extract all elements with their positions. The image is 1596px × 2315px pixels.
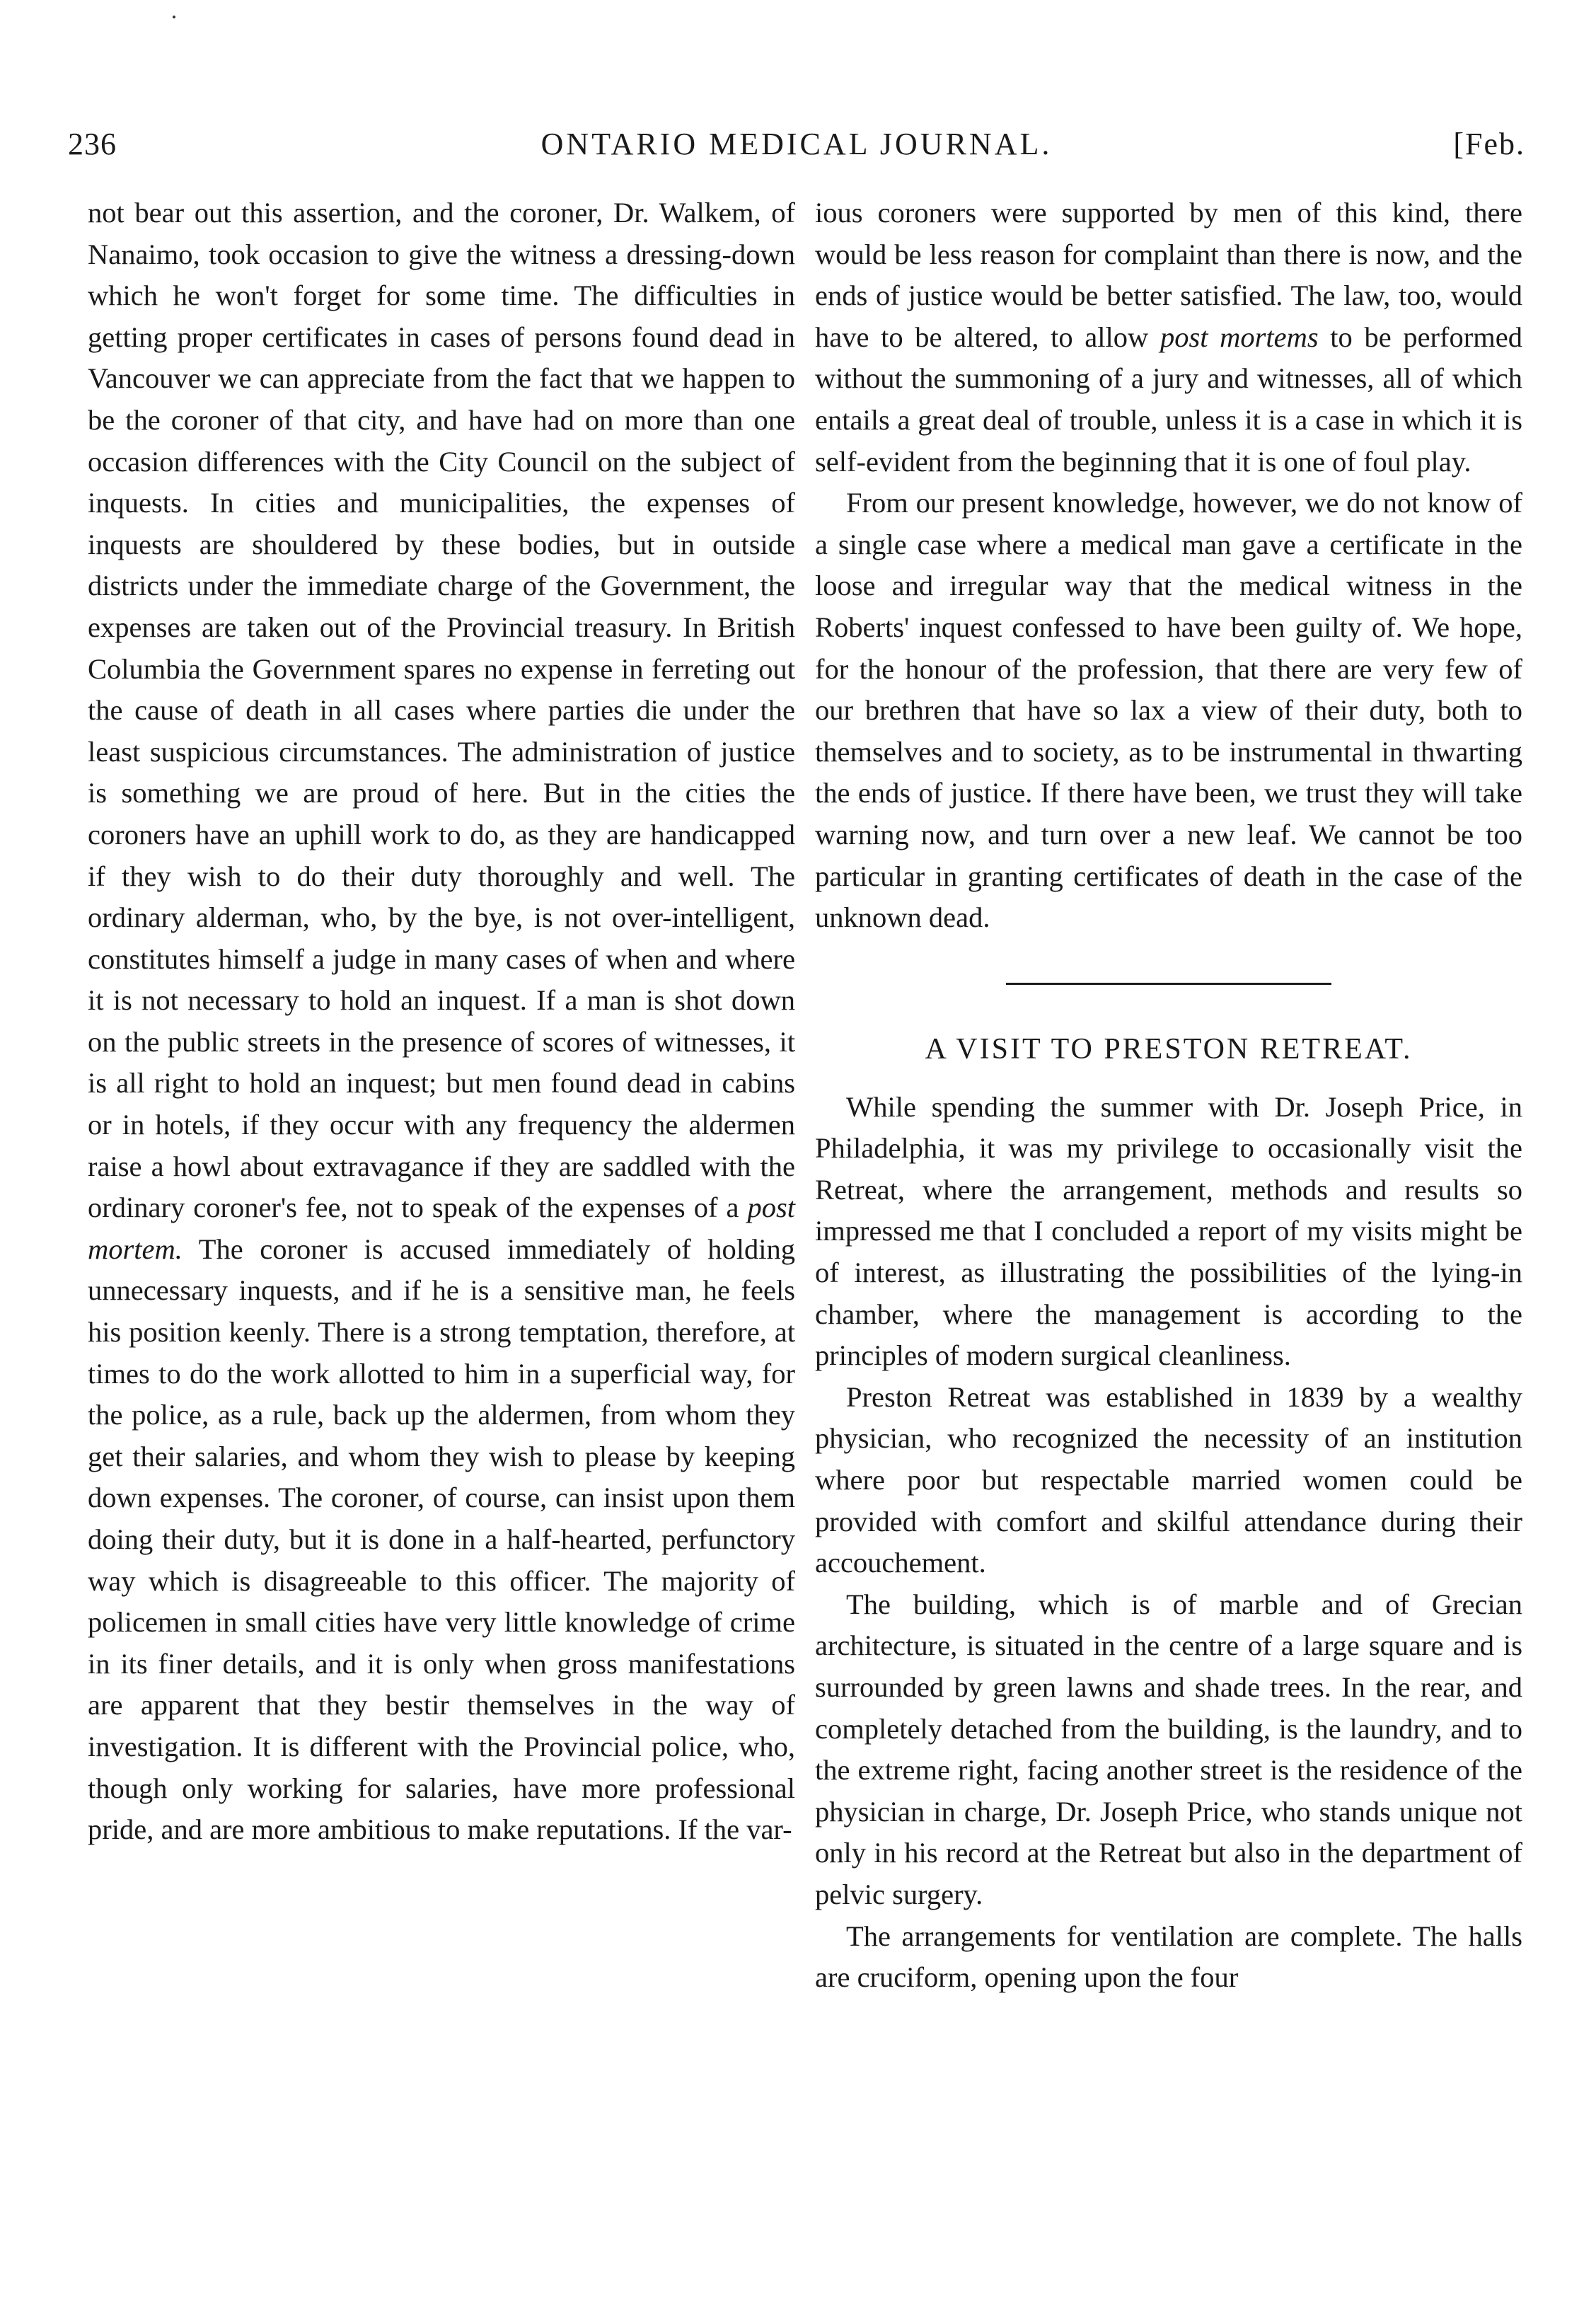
right-column xyxy=(815,192,1522,1999)
article-title: A VISIT TO PRESTON RETREAT. xyxy=(925,1032,1413,1066)
paragraph: The arrangements for ventilation are complete. The halls are cruciform, opening upon the four xyxy=(815,1919,1522,1994)
paragraph-text: ious coroners were supported by men of this kind, there would be less reason for complaint than there is now, and the ends of justice would be better satisfied. The law, too, would have to be altered, to allow xyxy=(815,197,1522,353)
page-header xyxy=(68,126,1525,168)
paragraph: Preston Retreat was established in 1839 by a wealthy physician, who recognized the necessity of an institution where poor but respectable married women could be provided with comfort and skilful attendance during their accouchement. xyxy=(815,1380,1522,1579)
page-number: 236 xyxy=(68,127,117,161)
section-divider xyxy=(1006,983,1331,985)
paragraph: While spending the summer with Dr. Joseph Price, in Philadelphia, it was my privilege to occasionally visit the Retreat, where the arrangement, methods and results so impressed me that I concluded a report of my visits might be of interest, as illustrating the possibilities of the lying-in chamber, where the management is according to the principles of modern surgical cleanliness. xyxy=(815,1090,1522,1372)
paragraph-text: The coroner is accused immediately of holding unnecessary inquests, and if he is a sensitive man, he feels his position keenly. There is a strong temptation, therefore, at times to do the work allotted to him in a superficial way, for the police, as a rule, back up the aldermen, from whom they get their salaries, and whom they wish to please by keeping down expenses. The coroner, of course, can insist upon them doing their duty, but it is done in a half-hearted, perfunctory way which is disagreeable to this officer. The majority of policemen in small cities have very little knowledge of crime in its finer details, and it is only when gross manifestations are apparent that they bestir themselves in the way of investigation. It is different with the Provincial police, who, though only working for salaries, have more professional pride, and are more ambitious to make reputations. If the var- xyxy=(88,1232,795,1846)
paragraph xyxy=(815,192,1522,483)
paragraph: The building, which is of marble and of Grecian architecture, is situated in the centre of a large square and is surrounded by green lawns and shade trees. In the rear, and completely detached from the building, is the laundry, and to the extreme right, facing another street is the residence of the physician in charge, Dr. Joseph Price, who stands unique not only in his record at the Retreat but also in the department of pelvic surgery. xyxy=(815,1588,1522,1910)
paragraph-text: to be performed without the summoning of a jury and witnesses, all of which entails a great deal of trouble, unless it is a case in which it is self-evident from the beginning that it is one of foul play. xyxy=(815,321,1522,478)
paragraph-text: not bear out this assertion, and the coroner, Dr. Walkem, of Nanaimo, took occasion to give the witness a dressing-down which he won't forget for some time. The difficulties in getting proper certificates in cases of persons found dead in Vancouver we can appreciate from the fact that we happen to be the coroner of that city, and have had on more than one occasion differences with the City Council on the subject of inquests. In cities and municipalities, the expenses of inquests are shouldered by these bodies, but in outside districts under the immediate charge of the Government, the expenses are taken out of the Provincial treasury. In British Columbia the Government spares no expense in ferreting out the cause of death in all cases where parties die under the least suspicious circumstances. The administration of justice is something we are proud of here. But in the cities the coroners have an uphill work to do, as they are handicapped if they wish to do their duty thoroughly and well. The ordinary alderman, who, by the bye, is not over-intelligent, constitutes himself a judge in many cases of when and where it is not necessary to hold an inquest. If a man is shot down on the public streets in the presence of scores of witnesses, it is all right to hold an inquest; but men found dead in cabins or in hotels, if they occur with any frequency the aldermen raise a howl about extravagance if they are saddled with the ordinary coroner's fee, not to speak of the expenses of a xyxy=(88,197,795,1224)
left-column xyxy=(88,192,795,1851)
italic-phrase: post mortems xyxy=(1160,321,1319,353)
print-speck xyxy=(173,16,175,18)
paragraph xyxy=(88,192,795,1851)
running-head: ONTARIO MEDICAL JOURNAL. xyxy=(540,127,1053,161)
section-mark: [Feb. xyxy=(1453,127,1525,161)
italic-phrase: post mortem. xyxy=(88,1191,796,1265)
paragraph: From our present knowledge, however, we do not know of a single case where a medical man gave a certificate in the loose and irregular way that the medical witness in the Roberts' inquest confessed to have been guilty of. We hope, for the honour of the profession, that there are very few of our brethren that have so lax a view of their duty, both to themselves and to society, as to be instrumental in thwarting the ends of justice. If there have been, we trust they will take warning now, and turn over a new leaf. We cannot be too particular in granting certificates of death in the case of the unknown dead. xyxy=(815,487,1522,934)
